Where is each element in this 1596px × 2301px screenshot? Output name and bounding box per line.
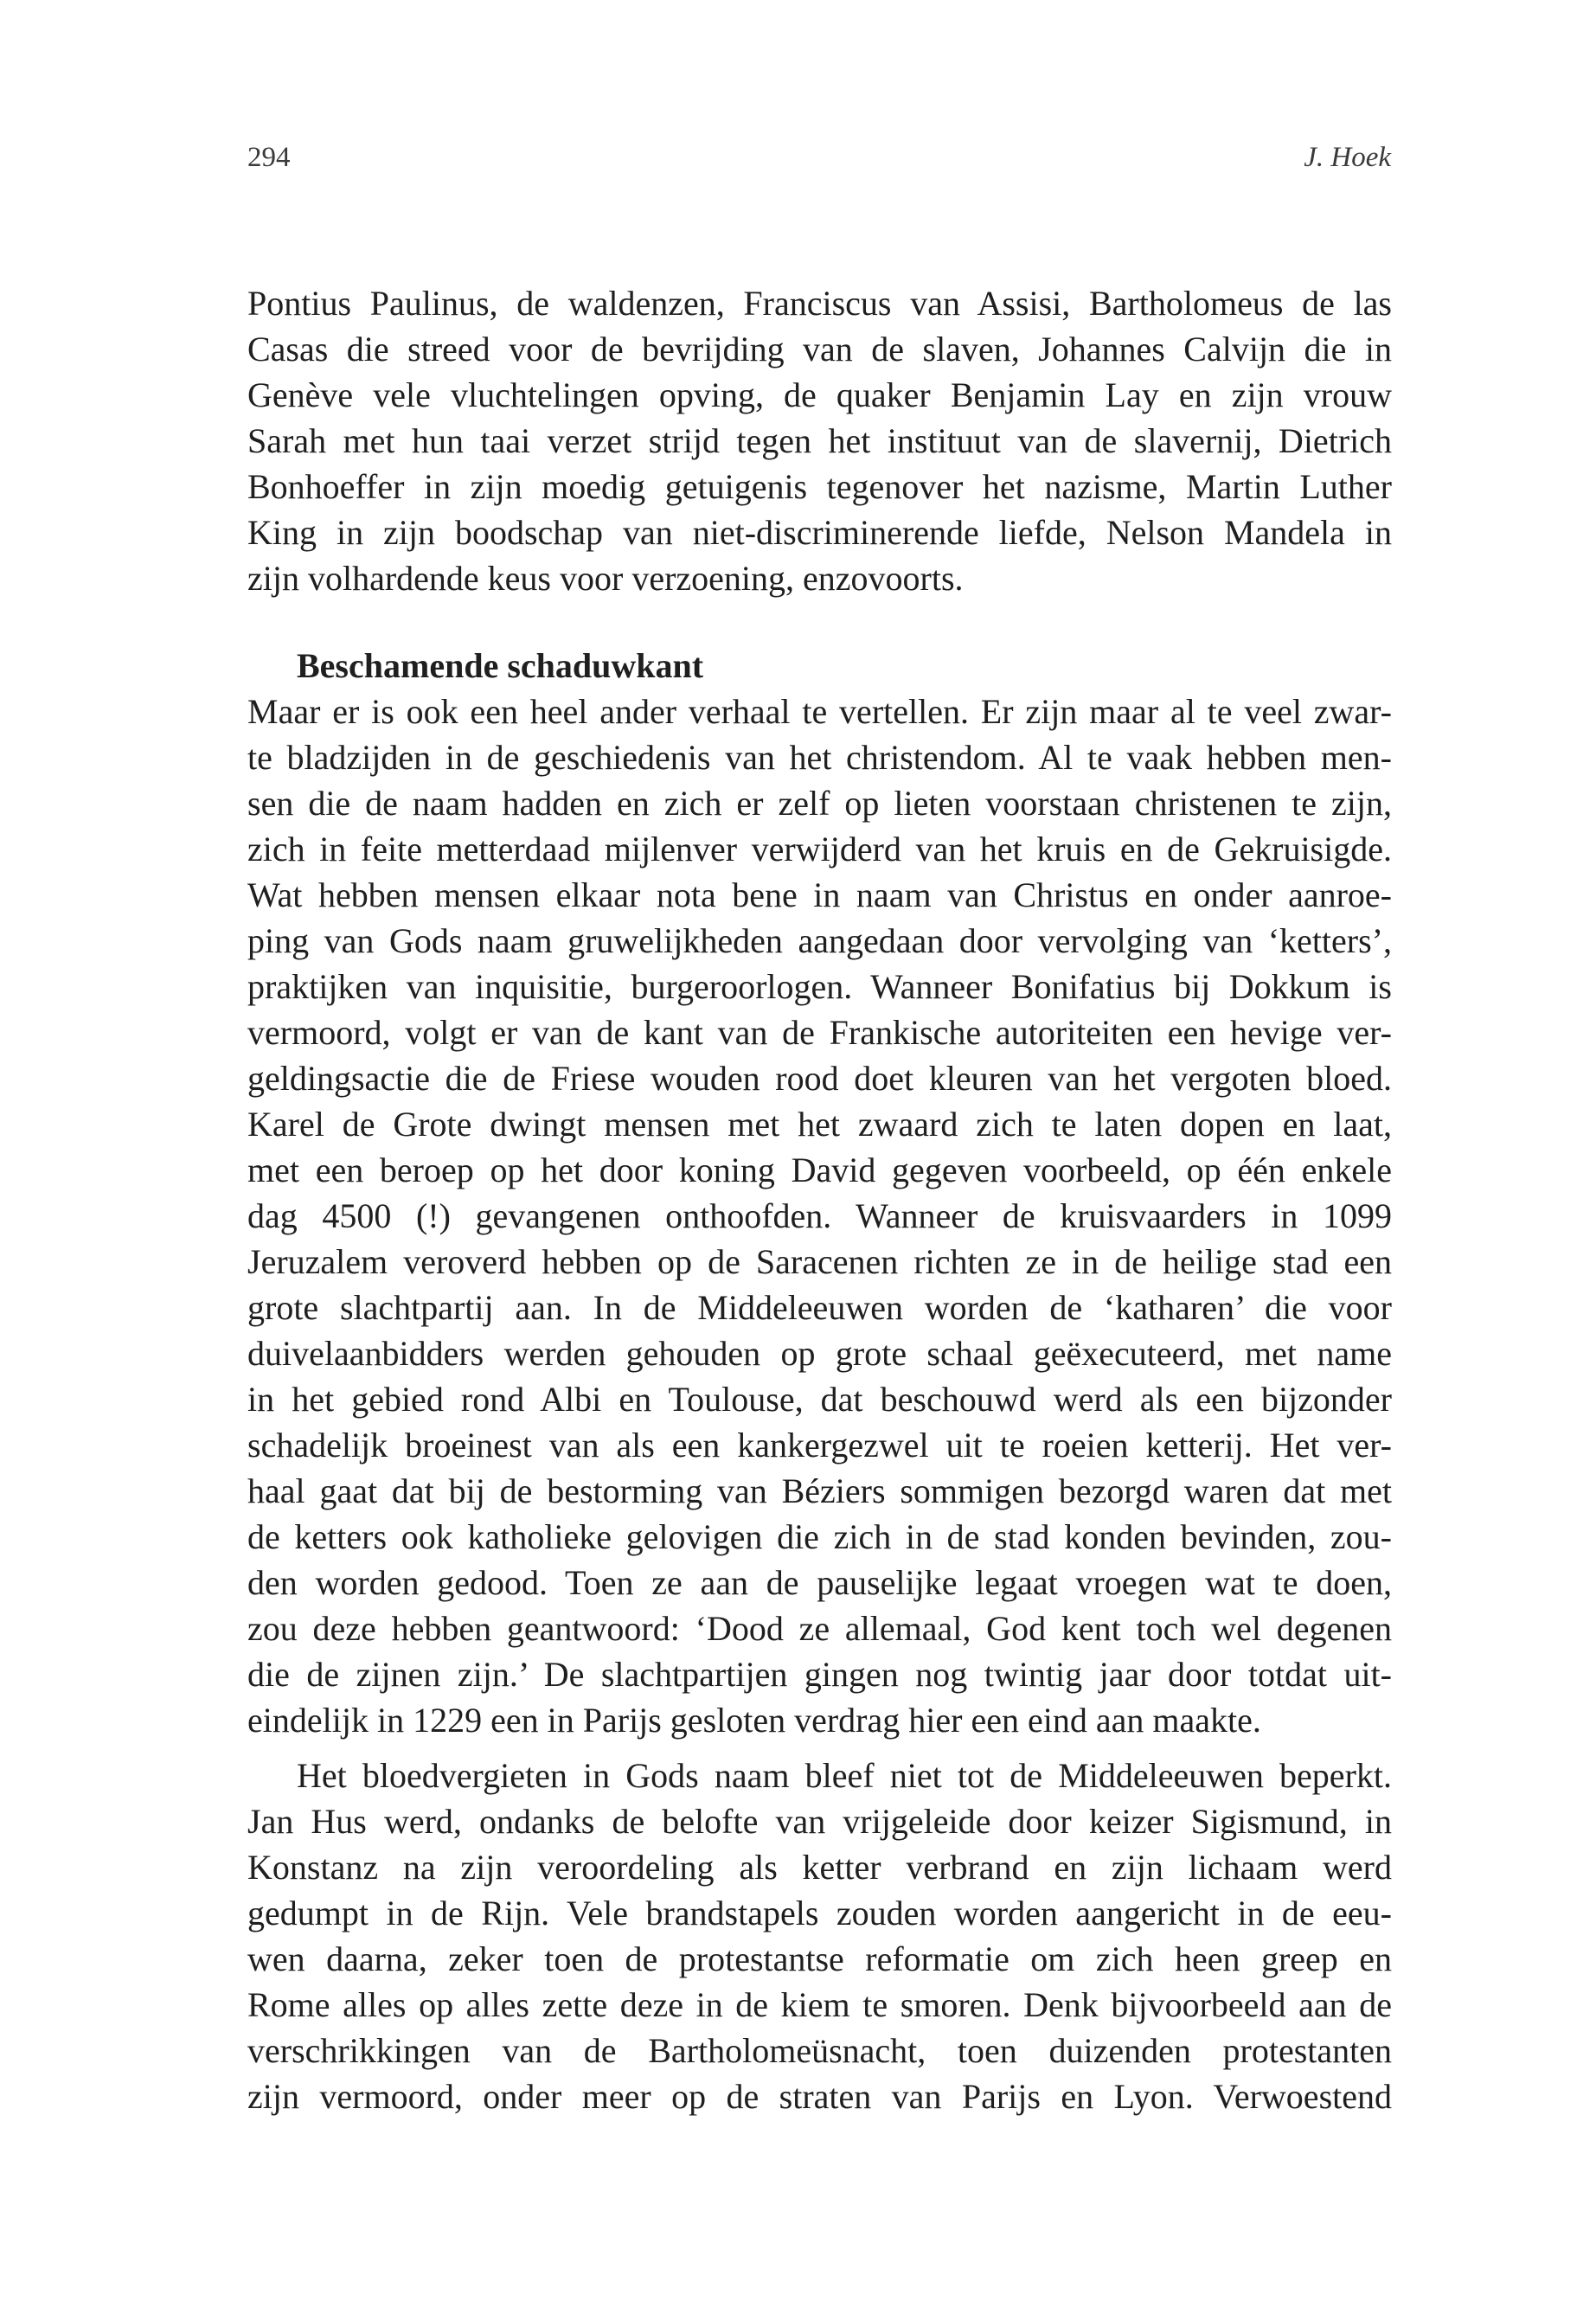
paragraph-3	[247, 1753, 1392, 2119]
text-line: zijn volhardende keus voor verzoening, enzovoorts.	[247, 559, 964, 598]
text-line: de ketters ook katholieke gelovigen die zich in de stad konden bevinden, zou-	[247, 1517, 1392, 1556]
text-line: Het bloedvergieten in Gods naam bleef niet tot de Middeleeuwen beperkt.	[297, 1756, 1392, 1795]
text-line: gedumpt in de Rijn. Vele brandstapels zouden worden aangericht in de eeu-	[247, 1894, 1392, 1932]
body-text	[247, 280, 1392, 2119]
text-line: Genève vele vluchtelingen opving, de quaker Benjamin Lay en zijn vrouw	[247, 375, 1392, 414]
text-line: schadelijk broeinest van als een kankergezwel uit te roeien ketterij. Het ver-	[247, 1426, 1392, 1465]
text-line: zich in feite metterdaad mijlenver verwijderd van het kruis en de Gekruisigde.	[247, 830, 1392, 868]
text-line: den worden gedood. Toen ze aan de pauselijke legaat vroegen wat te doen,	[247, 1563, 1392, 1602]
text-line: wen daarna, zeker toen de protestantse reformatie om zich heen greep en	[247, 1939, 1392, 1978]
text-line: eindelijk in 1229 een in Parijs gesloten verdrag hier een eind aan maakte.	[247, 1701, 1261, 1740]
text-line: verschrikkingen van de Bartholomeüsnacht, toen duizenden protestanten	[247, 2031, 1392, 2070]
paragraph-2	[247, 689, 1392, 1743]
text-line: Sarah met hun taai verzet strijd tegen het instituut van de slavernij, Dietrich	[247, 421, 1392, 460]
text-line: Karel de Grote dwingt mensen met het zwaard zich te laten dopen en laat,	[247, 1105, 1392, 1144]
paragraph-1	[247, 280, 1392, 601]
text-line: zijn vermoord, onder meer op de straten van Parijs en Lyon. Verwoestend	[247, 2077, 1392, 2116]
text-line: Wat hebben mensen elkaar nota bene in naam van Christus en onder aanroe-	[247, 875, 1392, 914]
text-line: in het gebied rond Albi en Toulouse, dat beschouwd werd als een bijzonder	[247, 1380, 1392, 1419]
text-line: Pontius Paulinus, de waldenzen, Franciscus van Assisi, Bartholomeus de las	[247, 284, 1392, 323]
text-line: zou deze hebben geantwoord: ‘Dood ze allemaal, God kent toch wel degenen	[247, 1609, 1392, 1648]
text-line: praktijken van inquisitie, burgeroorlogen. Wanneer Bonifatius bij Dokkum is	[247, 967, 1392, 1006]
section-heading: Beschamende schaduwkant	[297, 646, 704, 685]
text-line: te bladzijden in de geschiedenis van het christendom. Al te vaak hebben men-	[247, 738, 1392, 777]
text-line: King in zijn boodschap van niet-discriminerende liefde, Nelson Mandela in	[247, 513, 1392, 552]
text-line: die de zijnen zijn.’ De slachtpartijen gingen nog twintig jaar door totdat uit-	[247, 1655, 1392, 1694]
text-line: dag 4500 (!) gevangenen onthoofden. Wanneer de kruisvaarders in 1099	[247, 1196, 1392, 1235]
text-line: vermoord, volgt er van de kant van de Frankische autoriteiten een hevige ver-	[247, 1013, 1392, 1052]
text-line: ping van Gods naam gruwelijkheden aangedaan door vervolging van ‘ketters’,	[247, 921, 1392, 960]
text-line: Jan Hus werd, ondanks de belofte van vrijgeleide door keizer Sigismund, in	[247, 1802, 1392, 1841]
text-line: Jeruzalem veroverd hebben op de Saracenen richten ze in de heilige stad een	[247, 1242, 1392, 1281]
text-line: Rome alles op alles zette deze in de kiem te smoren. Denk bijvoorbeeld aan de	[247, 1985, 1392, 2024]
text-line: sen die de naam hadden en zich er zelf op lieten voorstaan christenen te zijn,	[247, 784, 1392, 823]
text-line: Konstanz na zijn veroordeling als ketter verbrand en zijn lichaam werd	[247, 1848, 1392, 1887]
text-line: Bonhoeffer in zijn moedig getuigenis tegenover het nazisme, Martin Luther	[247, 467, 1392, 506]
page-number: 294	[247, 142, 291, 173]
text-line: duivelaanbidders werden gehouden op grote schaal geëxecuteerd, met name	[247, 1334, 1392, 1373]
running-header-author: J. Hoek	[1304, 142, 1391, 173]
text-line: Casas die streed voor de bevrijding van de slaven, Johannes Calvijn die in	[247, 330, 1392, 369]
text-line: grote slachtpartij aan. In de Middeleeuwen worden de ‘katharen’ die voor	[247, 1288, 1392, 1327]
text-line: haal gaat dat bij de bestorming van Béziers sommigen bezorgd waren dat met	[247, 1471, 1392, 1510]
text-line: Maar er is ook een heel ander verhaal te vertellen. Er zijn maar al te veel zwar-	[247, 692, 1392, 731]
text-line: met een beroep op het door koning David gegeven voorbeeld, op één enkele	[247, 1150, 1392, 1189]
text-line: geldingsactie die de Friese wouden rood doet kleuren van het vergoten bloed.	[247, 1059, 1392, 1098]
